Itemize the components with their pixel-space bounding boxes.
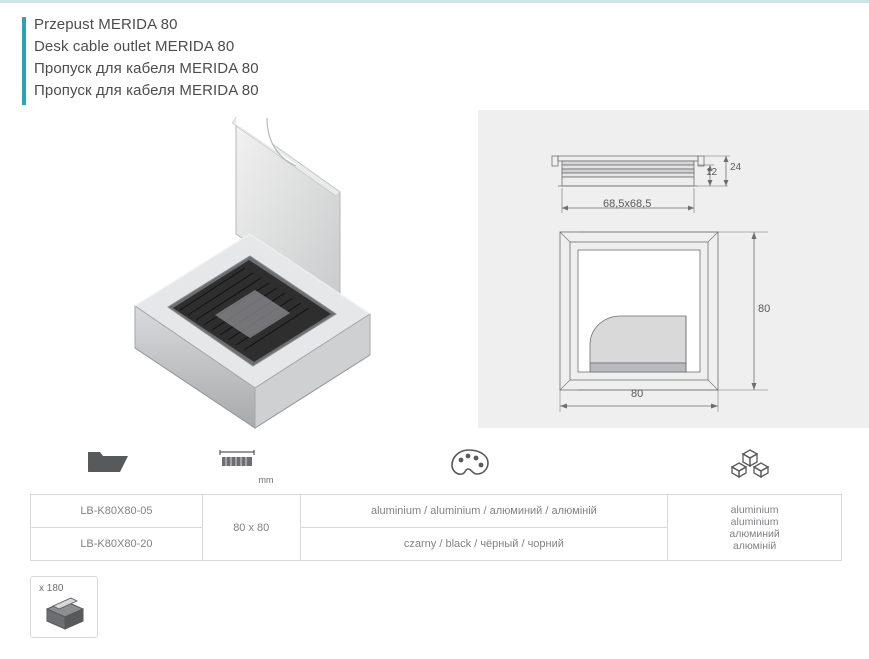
dim-width-top: 68,5x68,5 [603, 198, 652, 210]
dimensions-icon [216, 448, 316, 474]
dimensions-icon-caption: mm [258, 475, 274, 485]
dim-height-outer: 24 [730, 162, 742, 173]
material-cubes-icon-cell [730, 448, 850, 479]
dim-front-width: 80 [631, 388, 644, 400]
top-accent-rule [0, 0, 869, 3]
product-photo [40, 110, 460, 430]
carton-quantity-box [30, 576, 98, 638]
cell-colour: aluminium / aluminium / алюминий / алюміній [300, 495, 668, 528]
table-row [31, 495, 842, 528]
variants-table [30, 494, 842, 561]
cell-material [668, 495, 842, 561]
material-cubes-icon [730, 448, 850, 478]
cell-size: 80 x 80 [202, 495, 300, 561]
material-line-ru: алюминий [729, 527, 780, 540]
product-title-ru: Пропуск для кабеля MERIDA 80 [34, 60, 259, 77]
palette-icon-cell [450, 448, 570, 479]
title-block [22, 14, 542, 102]
material-line-pl: aluminium [730, 503, 779, 516]
dimensions-icon-cell [216, 448, 316, 485]
cell-colour: czarny / black / чёрный / чорний [300, 528, 668, 561]
icon-row [30, 440, 842, 495]
folder-icon-cell [86, 448, 206, 477]
carton-box-icon [43, 597, 87, 631]
material-line-ua: алюміній [732, 539, 777, 552]
carton-quantity-label: x 180 [39, 583, 64, 594]
palette-icon [450, 448, 570, 478]
product-title-pl: Przepust MERIDA 80 [34, 16, 178, 33]
dim-height-inner: 12 [706, 167, 718, 178]
folder-icon [86, 448, 206, 476]
technical-drawing [478, 110, 869, 428]
title-accent-bar [22, 17, 26, 105]
product-title-en: Desk cable outlet MERIDA 80 [34, 38, 235, 55]
cell-code: LB-K80X80-20 [31, 528, 203, 561]
dim-front-height: 80 [758, 303, 771, 315]
cell-code: LB-K80X80-05 [31, 495, 203, 528]
material-line-en: aluminium [730, 515, 779, 528]
product-title-ua: Пропуск для кабеля MERIDA 80 [34, 82, 259, 99]
